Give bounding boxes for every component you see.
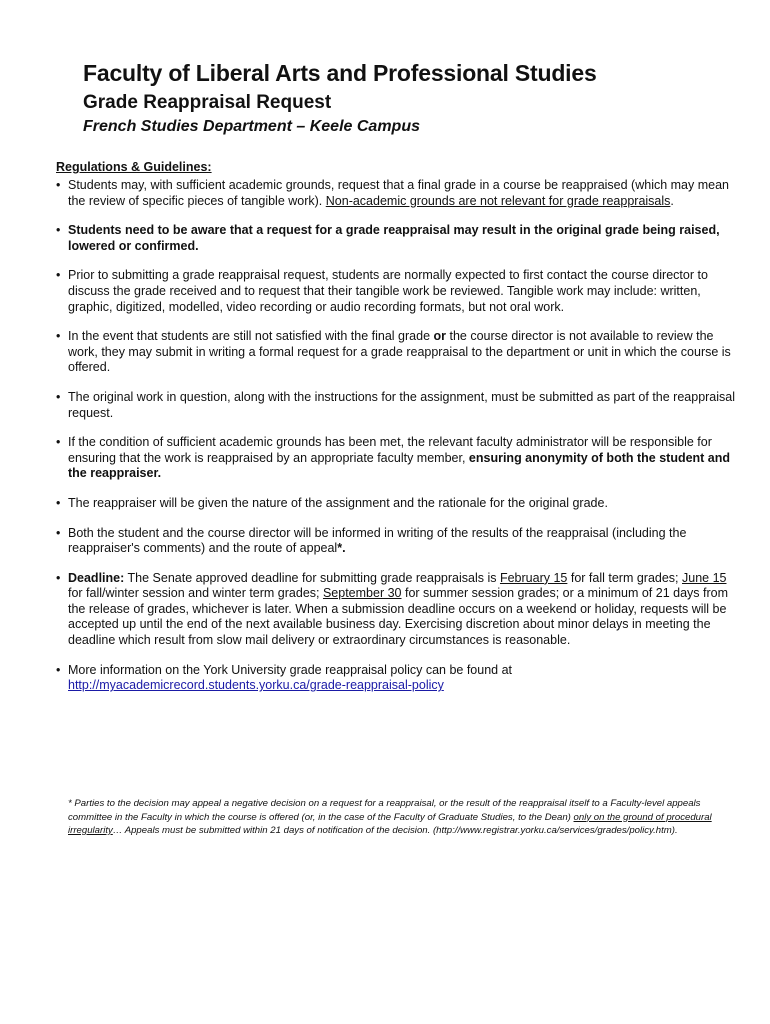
deadline-date: February 15: [499, 570, 568, 585]
regulations-list: [56, 178, 736, 708]
bullet-icon: •: [56, 178, 61, 192]
bullet-icon: •: [56, 435, 61, 450]
form-title: Grade Reappraisal Request: [83, 92, 332, 113]
footnote-star: *: [68, 798, 72, 809]
regulations-heading: Regulations & Guidelines:: [56, 160, 212, 174]
list-item: • Prior to submitting a grade reappraisal request, students are normally expected to first contact the course director to discuss the grade received and to request that their tangible work be reviewed. Tangible work may include: written, graphic, digitized, modelled, video recording or audio recording formats, but not oral work.: [56, 268, 708, 314]
deadline-item: • Deadline: The Senate approved deadline for submitting grade reappraisals is February 15 for fall term grades; June 15 for fall/winter session and winter term grades; September 30 for summer session grades; or a minimum of 21 days from the release of grades, whichever is later. When a submission deadline occurs on a weekend or holiday, requests will be accepted up until the end of the next available business day. Exercising discretion about minor delays in meeting the deadline which result from slow mail delivery or extraordinary circumstances is reasonable.: [56, 570, 729, 648]
bullet-icon: •: [56, 329, 61, 344]
list-item: • Students may, with sufficient academic grounds, request that a final grade in a course be reappraised (which may mean the review of specific pieces of tangible work). Non-academic grounds are not relevant for grade reappraisals.: [56, 178, 730, 208]
bullet-icon: •: [56, 268, 61, 283]
list-item: • Students need to be aware that a request for a grade reappraisal may result in the original grade being raised, lowered or confirmed.: [56, 223, 720, 253]
list-item: • The original work in question, along with the instructions for the assignment, must be submitted as part of the reappraisal request.: [56, 389, 736, 420]
faculty-title: Faculty of Liberal Arts and Professional Studies: [83, 60, 597, 86]
bullet-icon: •: [56, 223, 61, 238]
list-item: • If the condition of sufficient academic grounds has been met, the relevant faculty administrator will be responsible for ensuring that the work is reappraised by an appropriate faculty member, ensuring anonymity of both the student and the reappraiser.: [56, 435, 731, 481]
footnote: * Parties to the decision may appeal a negative decision on a request for a reappraisal, or the result of the reappraisal itself to a Faculty-level appeals committee in the Faculty in which the course is offered (or, in the case of the Faculty of Graduate Studies, to the Dean) only on the ground of procedural irregularity… Appeals must be submitted within 21 days of notification of the decision. (http://www.registrar.yorku.ca/services/grades/policy.htm).: [68, 798, 712, 836]
bullet-icon: •: [56, 389, 61, 404]
deadline-date: June 15: [682, 570, 727, 585]
list-item: • The reappraiser will be given the nature of the assignment and the rationale for the original grade.: [56, 495, 608, 510]
policy-link[interactable]: http://myacademicrecord.students.yorku.ca/grade-reappraisal-policy: [68, 678, 444, 693]
bullet-icon: •: [56, 495, 61, 510]
list-item: • In the event that students are still not satisfied with the final grade or the course director is not available to review the work, they may submit in writing a formal request for a grade reappraisal to the department or unit in which the course is offered.: [56, 329, 731, 375]
bullet-icon: •: [56, 662, 61, 677]
deadline-label: Deadline:: [68, 570, 125, 585]
deadline-date: September 30: [322, 586, 402, 601]
list-item: • Both the student and the course director will be informed in writing of the results of the reappraisal (including the reappraiser's comments) and the route of appeal*.: [56, 525, 687, 556]
list-item: • More information on the York University grade reappraisal policy can be found at http://myacademicrecord.students.yorku.ca/grade-reappraisal-policy: [56, 662, 513, 693]
department-subtitle: French Studies Department – Keele Campus: [83, 118, 420, 135]
bullet-icon: •: [56, 525, 61, 540]
bullet-icon: •: [56, 570, 61, 585]
